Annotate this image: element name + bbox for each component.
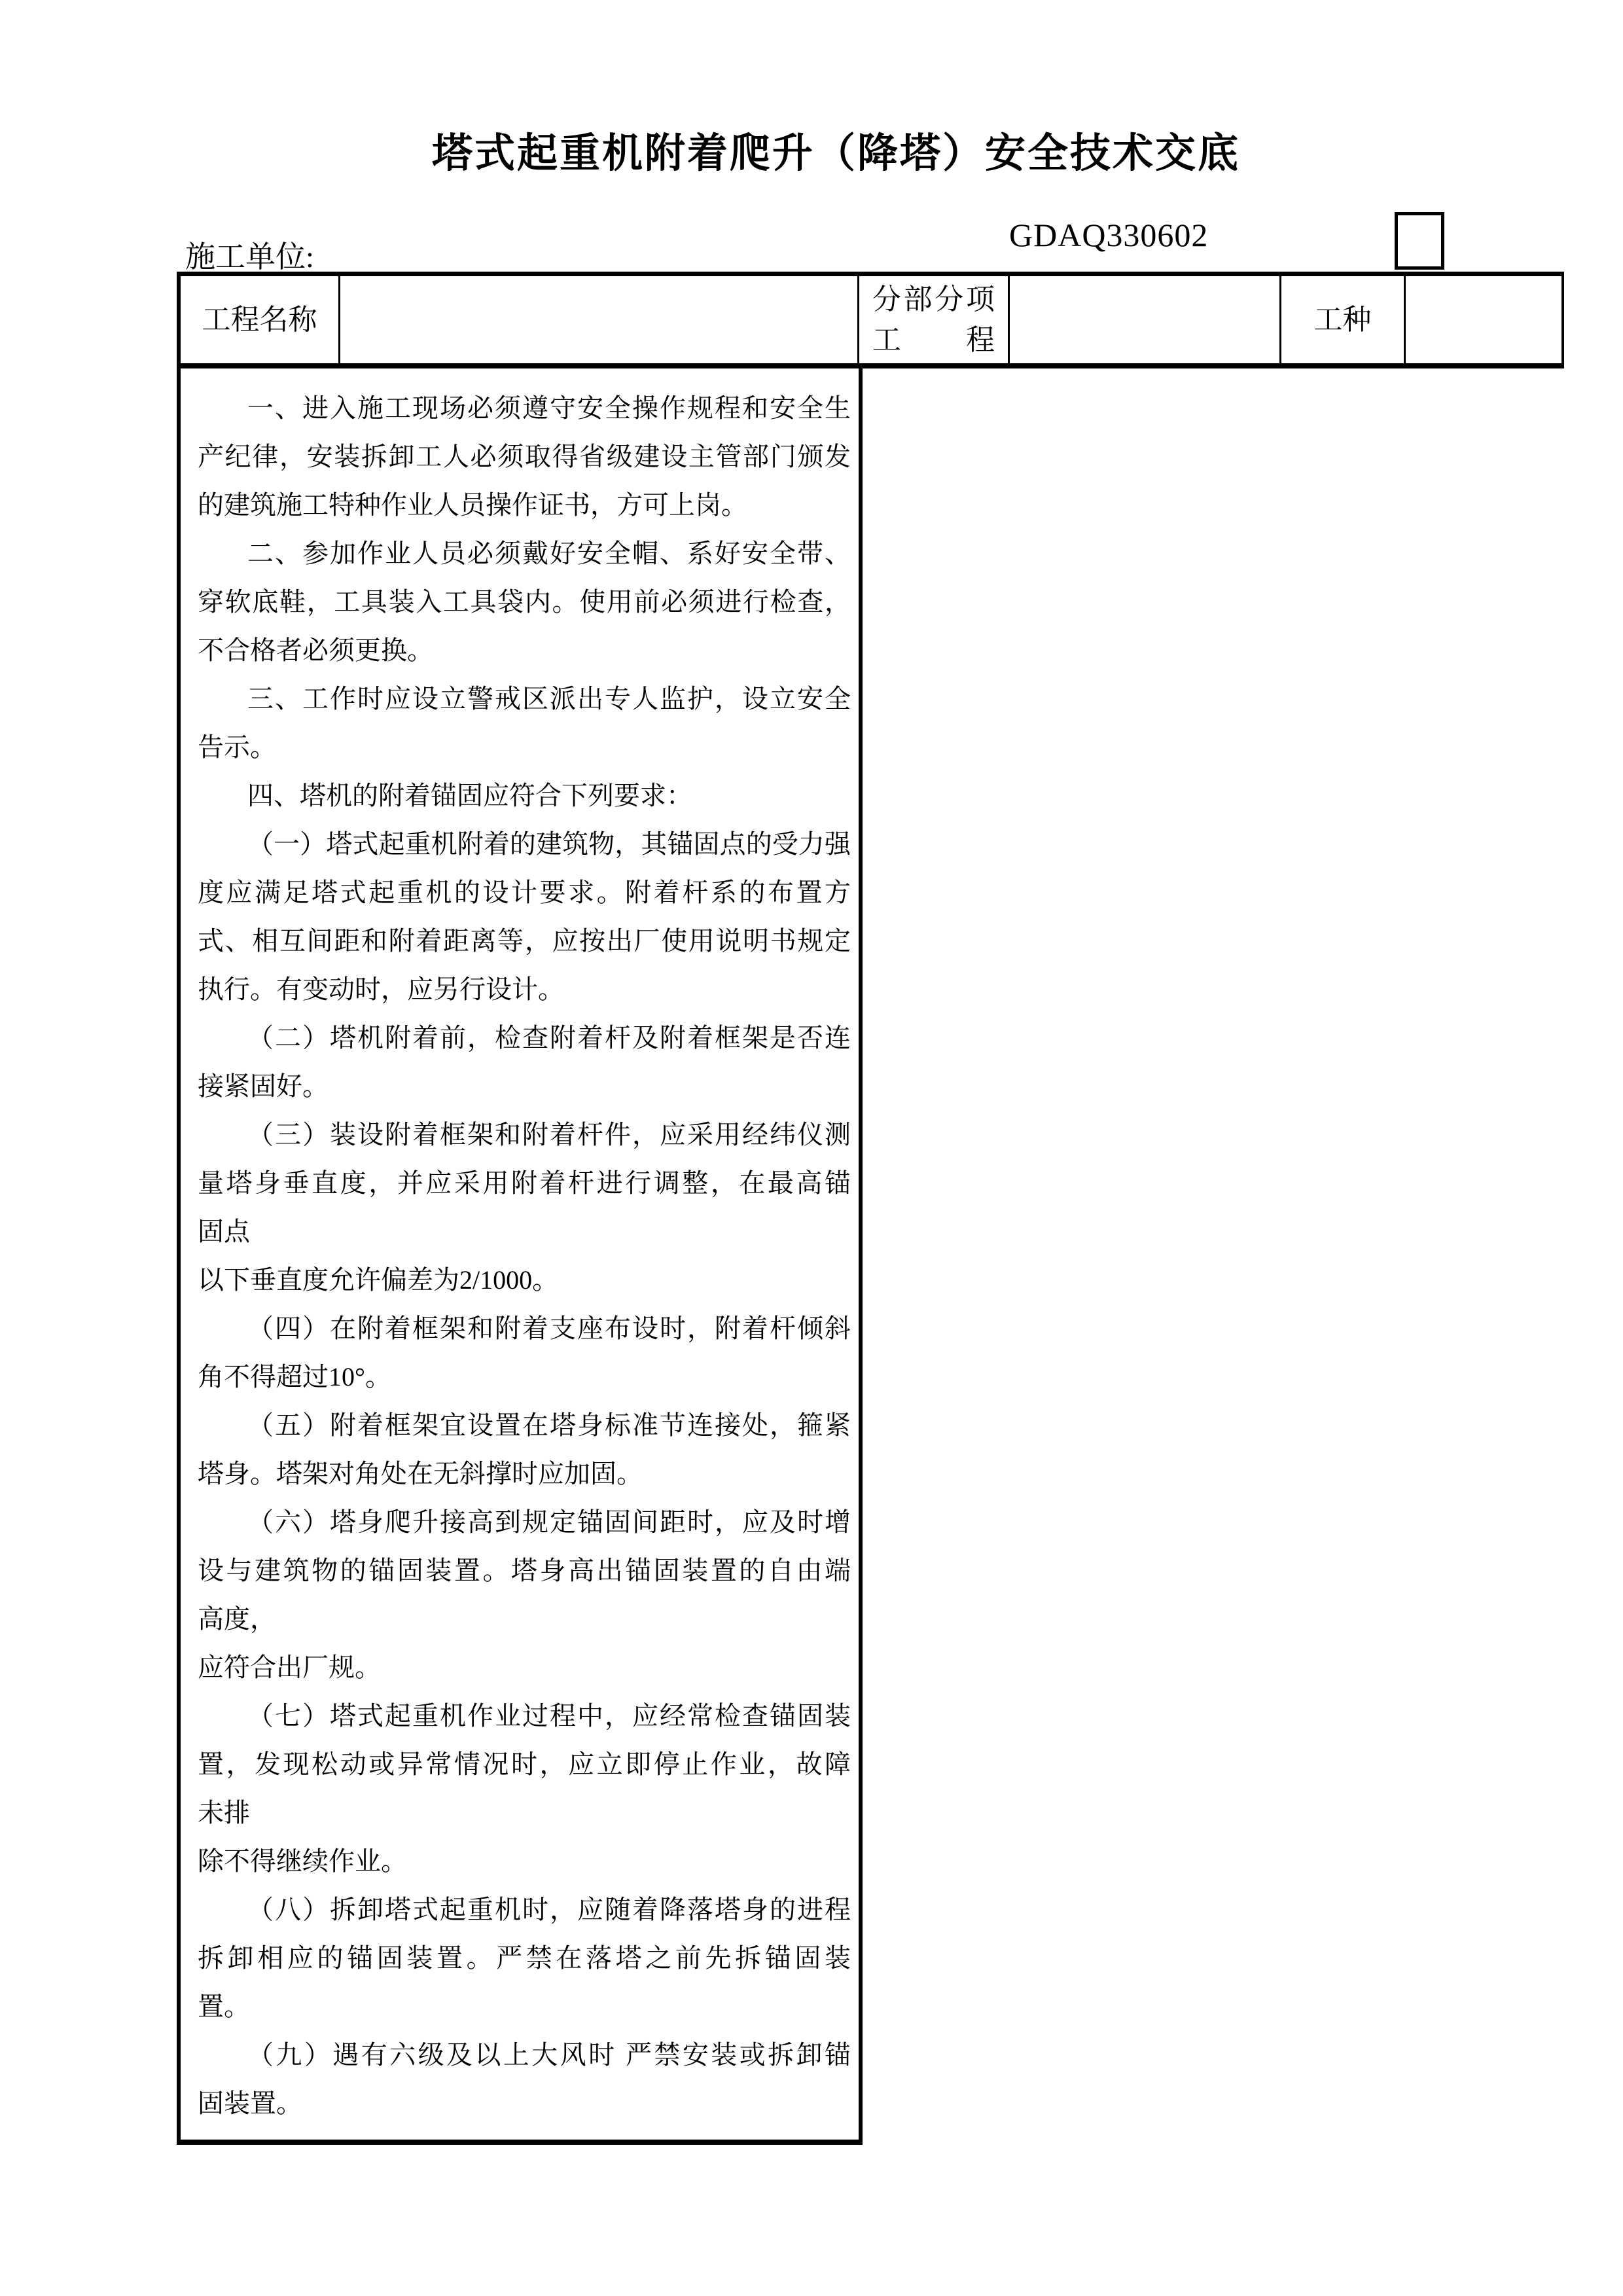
text-line: 固点 (198, 1217, 250, 1246)
work-type-label: 工种 (1279, 276, 1404, 363)
text-line: （五）附着框架宜设置在塔身标准节连接处，箍紧 (247, 1410, 851, 1440)
project-name-label: 工程名称 (177, 276, 338, 363)
text-line: 二、参加作业人员必须戴好安全帽、系好安全带、 (247, 539, 851, 568)
subproject-label-line1: 分部分项 (872, 283, 995, 315)
document-code: GDAQ330602 (1009, 217, 1209, 253)
text-line: （七）塔式起重机作业过程中，应经常检查锚固装 (247, 1701, 851, 1731)
text-line: 置，发现松动或异常情况时，应立即停止作业，故障 (198, 1749, 851, 1779)
text-line: 设与建筑物的锚固装置。塔身高出锚固装置的自由端 (198, 1556, 851, 1585)
text-line: 除不得继续作业。 (198, 1846, 407, 1876)
text-line: 一、进入施工现场必须遵守安全操作规程和安全生 (247, 393, 851, 423)
text-line: （六）塔身爬升接高到规定锚固间距时，应及时增 (247, 1507, 851, 1537)
subproject-value-cell[interactable] (1008, 276, 1279, 363)
text-line: 高度， (198, 1604, 276, 1634)
text-line: （八）拆卸塔式起重机时，应随着降落塔身的进程 (247, 1895, 851, 1924)
text-line: 未排 (198, 1798, 250, 1827)
text-line: （四）在附着框架和附着支座布设时，附着杆倾斜 (247, 1314, 851, 1343)
construction-unit-label: 施工单位: (185, 240, 314, 274)
subproject-label-line2: 工 程 (872, 323, 995, 356)
text-line: 度应满足塔式起重机的设计要求。附着杆系的布置方 (198, 878, 851, 907)
text-line: 角不得超过10°。 (198, 1362, 391, 1391)
text-line: 执行。有变动时，应另行设计。 (198, 975, 564, 1004)
text-line: 三、工作时应设立警戒区派出专人监护，设立安全 (247, 684, 851, 713)
text-line: 置。 (198, 1992, 250, 2021)
text-line: （一）塔式起重机附着的建筑物，其锚固点的受力强 (247, 829, 851, 859)
text-line: 固装置。 (198, 2089, 302, 2118)
text-line: 不合格者必须更换。 (198, 636, 433, 665)
text-line: 四、塔机的附着锚固应符合下列要求： (247, 781, 692, 810)
text-line: 拆卸相应的锚固装置。严禁在落塔之前先拆锚固装 (198, 1943, 851, 1973)
checkbox[interactable] (1395, 212, 1444, 270)
text-line: 以下垂直度允许偏差为2/1000。 (198, 1265, 559, 1295)
project-name-value-cell[interactable] (338, 276, 857, 363)
text-line: 穿软底鞋，工具装入工具袋内。使用前必须进行检查， (198, 587, 851, 617)
page-title: 塔式起重机附着爬升（降塔）安全技术交底 (432, 131, 1241, 176)
text-line: 量塔身垂直度，并应采用附着杆进行调整，在最高锚 (198, 1168, 851, 1198)
text-line: 式、相互间距和附着距离等，应按出厂使用说明书规定 (198, 926, 851, 956)
info-table-header (177, 272, 1564, 368)
text-line: 产纪律，安装拆卸工人必须取得省级建设主管部门颁发 (198, 442, 851, 471)
text-line: 接紧固好。 (198, 1071, 329, 1101)
text-line: 告示。 (198, 732, 276, 762)
subproject-label (857, 276, 1008, 363)
text-line: 塔身。塔架对角处在无斜撑时应加固。 (198, 1459, 643, 1488)
text-line: 应符合出厂规。 (198, 1653, 381, 1682)
text-line: （三）装设附着框架和附着杆件，应采用经纬仪测 (247, 1120, 851, 1149)
text-line: （二）塔机附着前，检查附着杆及附着框架是否连 (247, 1023, 851, 1052)
work-type-value-cell[interactable] (1404, 276, 1564, 363)
content-cell (177, 368, 863, 2145)
text-line: （九）遇有六级及以上大风时 严禁安装或拆卸锚 (247, 2040, 851, 2070)
content-text (181, 368, 859, 2128)
text-line: 的建筑施工特种作业人员操作证书，方可上岗。 (198, 490, 747, 520)
